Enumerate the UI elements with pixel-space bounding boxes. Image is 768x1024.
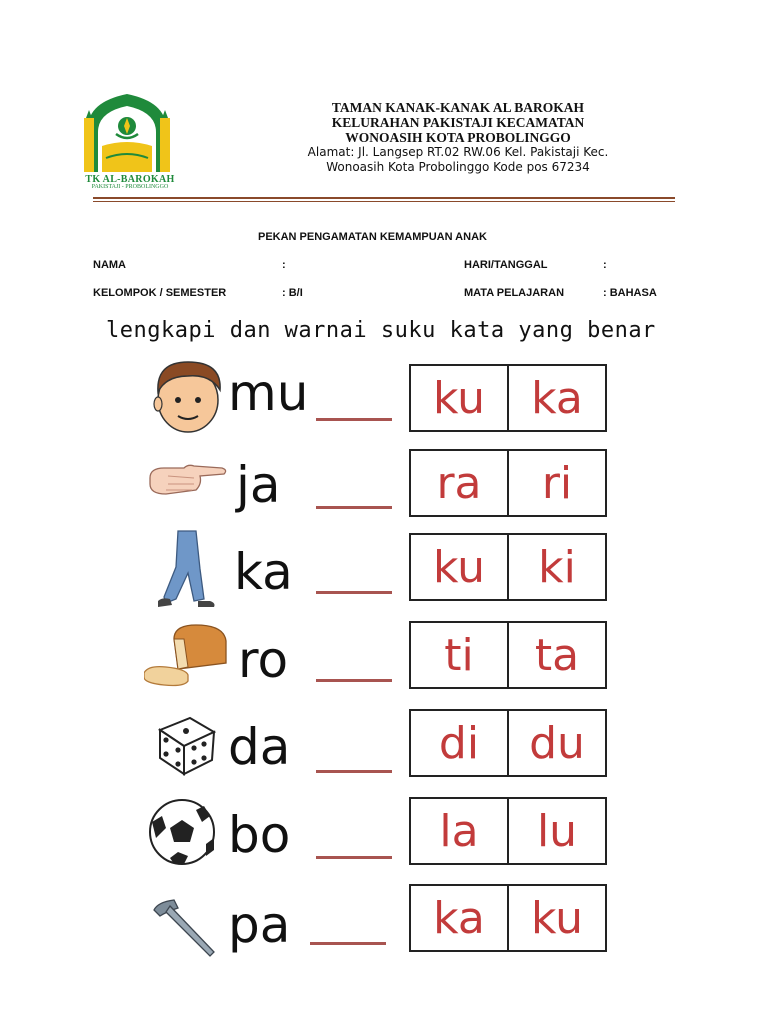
- group-label: KELOMPOK / SEMESTER: [93, 287, 227, 299]
- syllable-option[interactable]: ka: [433, 892, 485, 944]
- school-header: [260, 100, 656, 175]
- syllable-option[interactable]: ku: [432, 372, 485, 424]
- syllable-stem: pa: [228, 896, 291, 954]
- date-label: HARI/TANGGAL: [464, 259, 548, 271]
- logo-caption: TK AL-BAROKAH: [85, 174, 175, 185]
- header-divider: [93, 197, 675, 199]
- name-label: NAMA: [93, 259, 126, 271]
- group-field: : B/I: [282, 287, 303, 299]
- answer-blank[interactable]: [316, 679, 392, 682]
- syllable-option[interactable]: ra: [436, 457, 482, 509]
- syllable-options: [409, 533, 607, 601]
- exercise-row: [0, 356, 768, 436]
- syllable-stem: da: [228, 718, 291, 776]
- syllable-stem: ro: [238, 631, 289, 689]
- school-address-1: Alamat: Jl. Langsep RT.02 RW.06 Kel. Pakistaji Kec.: [307, 145, 609, 159]
- school-name: TAMAN KANAK-KANAK AL BAROKAH: [331, 100, 585, 115]
- form-title: PEKAN PENGAMATAN KEMAMPUAN ANAK: [258, 231, 487, 243]
- instruction-text: lengkapi dan warnai suku kata yang benar: [106, 318, 656, 343]
- syllable-options: [409, 884, 607, 952]
- school-district: KELURAHAN PAKISTAJI KECAMATAN: [331, 115, 585, 130]
- syllable-option[interactable]: ki: [507, 535, 605, 599]
- hand-icon: [144, 444, 228, 524]
- syllable-option[interactable]: ti: [444, 629, 474, 681]
- exercise-row: [0, 792, 768, 872]
- syllable-stem: ja: [236, 456, 281, 514]
- syllable-option[interactable]: ta: [507, 623, 605, 687]
- dice-icon: [144, 704, 228, 784]
- answer-blank[interactable]: [316, 418, 392, 421]
- answer-blank[interactable]: [310, 942, 386, 945]
- nail-icon: [144, 880, 228, 960]
- answer-blank[interactable]: [316, 856, 392, 859]
- syllable-options: [409, 621, 607, 689]
- syllable-option[interactable]: ku: [507, 886, 605, 950]
- exercise-row: [0, 704, 768, 784]
- syllable-stem: mu: [228, 364, 309, 422]
- syllable-stem: ka: [234, 543, 293, 601]
- exercise-row: [0, 880, 768, 960]
- syllable-option[interactable]: ka: [507, 366, 605, 430]
- exercise-row: [0, 444, 768, 524]
- syllable-option[interactable]: di: [438, 717, 480, 769]
- exercise-row: [0, 529, 768, 609]
- header-divider-thin: [93, 201, 675, 202]
- answer-blank[interactable]: [316, 506, 392, 509]
- name-field[interactable]: :: [282, 259, 286, 271]
- syllable-stem: bo: [228, 806, 291, 864]
- syllable-options: [409, 449, 607, 517]
- syllable-option[interactable]: du: [507, 711, 605, 775]
- syllable-option[interactable]: ri: [507, 451, 605, 515]
- subject-field: : BAHASA: [603, 287, 657, 299]
- syllable-options: [409, 709, 607, 777]
- answer-blank[interactable]: [316, 770, 392, 773]
- date-field[interactable]: :: [603, 259, 607, 271]
- face-icon: [144, 356, 228, 436]
- leg-icon: [144, 529, 228, 609]
- answer-blank[interactable]: [316, 591, 392, 594]
- syllable-option[interactable]: la: [439, 805, 479, 857]
- syllable-options: [409, 797, 607, 865]
- subject-label: MATA PELAJARAN: [464, 287, 565, 299]
- school-city: WONOASIH KOTA PROBOLINGGO: [345, 130, 571, 145]
- syllable-options: [409, 364, 607, 432]
- bread-icon: [144, 617, 228, 697]
- exercise-row: [0, 617, 768, 697]
- ball-icon: [144, 792, 228, 872]
- syllable-option[interactable]: lu: [507, 799, 605, 863]
- syllable-option[interactable]: ku: [432, 541, 485, 593]
- logo-subcaption: PAKISTAJI - PROBOLINGGO: [91, 184, 169, 190]
- school-address-2: Wonoasih Kota Probolinggo Kode pos 67234: [326, 160, 590, 174]
